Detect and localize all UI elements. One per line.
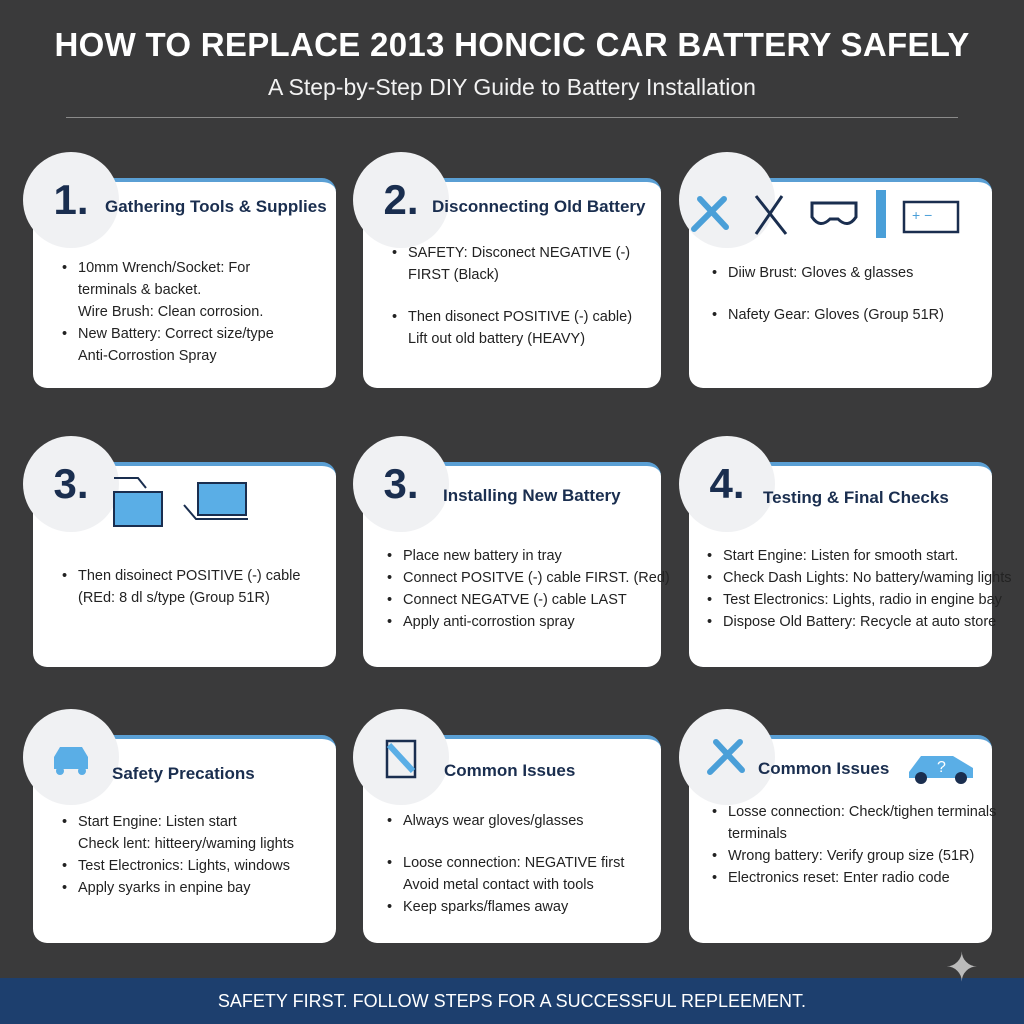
- divider: [66, 117, 958, 118]
- list-item: Avoid metal contact with tools: [403, 877, 594, 893]
- list-item: • Then disonect POSITIVE (-) cable): [390, 306, 708, 328]
- list-item: • Always wear gloves/glasses: [385, 810, 703, 832]
- list-item: • Test Electronics: Lights, radio in engine bay: [705, 589, 1024, 611]
- list-item: • Check Dash Lights: No battery/waming lights: [705, 567, 1024, 589]
- list-item: • Diiw Brust: Gloves & glasses: [710, 262, 1024, 284]
- list-item: • Then disoinect POSITIVE (-) cable: [60, 565, 383, 587]
- page-subtitle: A Step-by-Step DIY Guide to Battery Installation: [268, 74, 756, 100]
- list-item: FIRST (Black): [408, 267, 499, 283]
- list-item: • Electronics reset: Enter radio code: [710, 867, 1024, 889]
- list-item: Wire Brush: Clean corrosion.: [78, 304, 264, 320]
- step-number: 3.: [353, 436, 449, 532]
- page-title: HOW TO REPLACE 2013 HONCIC CAR BATTERY SAFELY: [54, 26, 970, 63]
- step-number: 3.: [23, 436, 119, 532]
- list-item: • Dispose Old Battery: Recycle at auto store: [705, 611, 1024, 633]
- footer-banner: SAFETY FIRST. FOLLOW STEPS FOR A SUCCESSFUL REPLEEMENT.: [0, 978, 1024, 1024]
- safety-equipment-icons: [686, 188, 960, 240]
- card-list: [710, 801, 1024, 889]
- card-list: [60, 565, 383, 609]
- list-item: • Start Engine: Listen for smooth start.: [705, 545, 1024, 567]
- spacer: [710, 284, 1024, 304]
- list-item: Lift out old battery (HEAVY): [408, 331, 586, 347]
- step-number: 2.: [353, 152, 449, 248]
- list-item: • Start Engine: Listen start: [60, 811, 383, 833]
- list-item: Anti-Corrostion Spray: [78, 348, 217, 364]
- card-list: [385, 545, 703, 633]
- svg-text:?: ?: [937, 759, 946, 776]
- list-item: terminals & backet.: [78, 282, 202, 298]
- card-title: Disconnecting Old Battery: [432, 197, 646, 216]
- list-item: • SAFETY: Disconect NEGATIVE (-): [390, 242, 708, 264]
- sparkle-icon: ✦: [945, 946, 979, 990]
- list-item: • Place new battery in tray: [385, 545, 703, 567]
- step-icon: [23, 709, 119, 805]
- card-title: Common Issues: [444, 761, 576, 780]
- card-list: [385, 810, 703, 918]
- list-item: • Test Electronics: Lights, windows: [60, 855, 383, 877]
- card-list: [710, 262, 1024, 326]
- list-item: • Connect POSITVE (-) cable FIRST. (Red): [385, 567, 703, 589]
- list-item: • Connect NEGATVE (-) cable LAST: [385, 589, 703, 611]
- card-title: Safety Precations: [112, 764, 255, 783]
- list-item: • Apply anti-corrostion spray: [385, 611, 703, 633]
- card-list: [705, 545, 1024, 633]
- list-item: • Wrong battery: Verify group size (51R): [710, 845, 1024, 867]
- card-title: Installing New Battery: [443, 486, 621, 505]
- list-item: • New Battery: Correct size/type: [60, 323, 383, 345]
- spacer: [390, 286, 708, 306]
- list-item: (REd: 8 dl s/type (Group 51R): [78, 590, 270, 606]
- step-number: 4.: [679, 436, 775, 532]
- card-list: [60, 257, 383, 367]
- card-title: Testing & Final Checks: [763, 488, 949, 507]
- list-item: • Losse connection: Check/tighen terminals: [710, 801, 1024, 823]
- step-icon: [679, 709, 775, 805]
- list-item: terminals: [728, 826, 787, 842]
- list-item: • Loose connection: NEGATIVE first: [385, 852, 703, 874]
- card-list: [390, 242, 708, 350]
- car-question-icon: [905, 750, 979, 786]
- list-item: • 10mm Wrench/Socket: For: [60, 257, 383, 279]
- step-icon: [353, 709, 449, 805]
- list-item: • Nafety Gear: Gloves (Group 51R): [710, 304, 1024, 326]
- step-number: 1.: [23, 152, 119, 248]
- spacer: [385, 832, 703, 852]
- card-list: [60, 811, 383, 899]
- list-item: Check lent: hitteery/waming lights: [78, 836, 294, 852]
- list-item: • Apply syarks in enpine bay: [60, 877, 383, 899]
- list-item: • Keep sparks/flames away: [385, 896, 703, 918]
- svg-text:+ −: + −: [912, 207, 933, 223]
- card-title: Common Issues: [758, 759, 890, 778]
- battery-icons: [108, 472, 252, 528]
- card-title: Gathering Tools & Supplies: [105, 197, 327, 216]
